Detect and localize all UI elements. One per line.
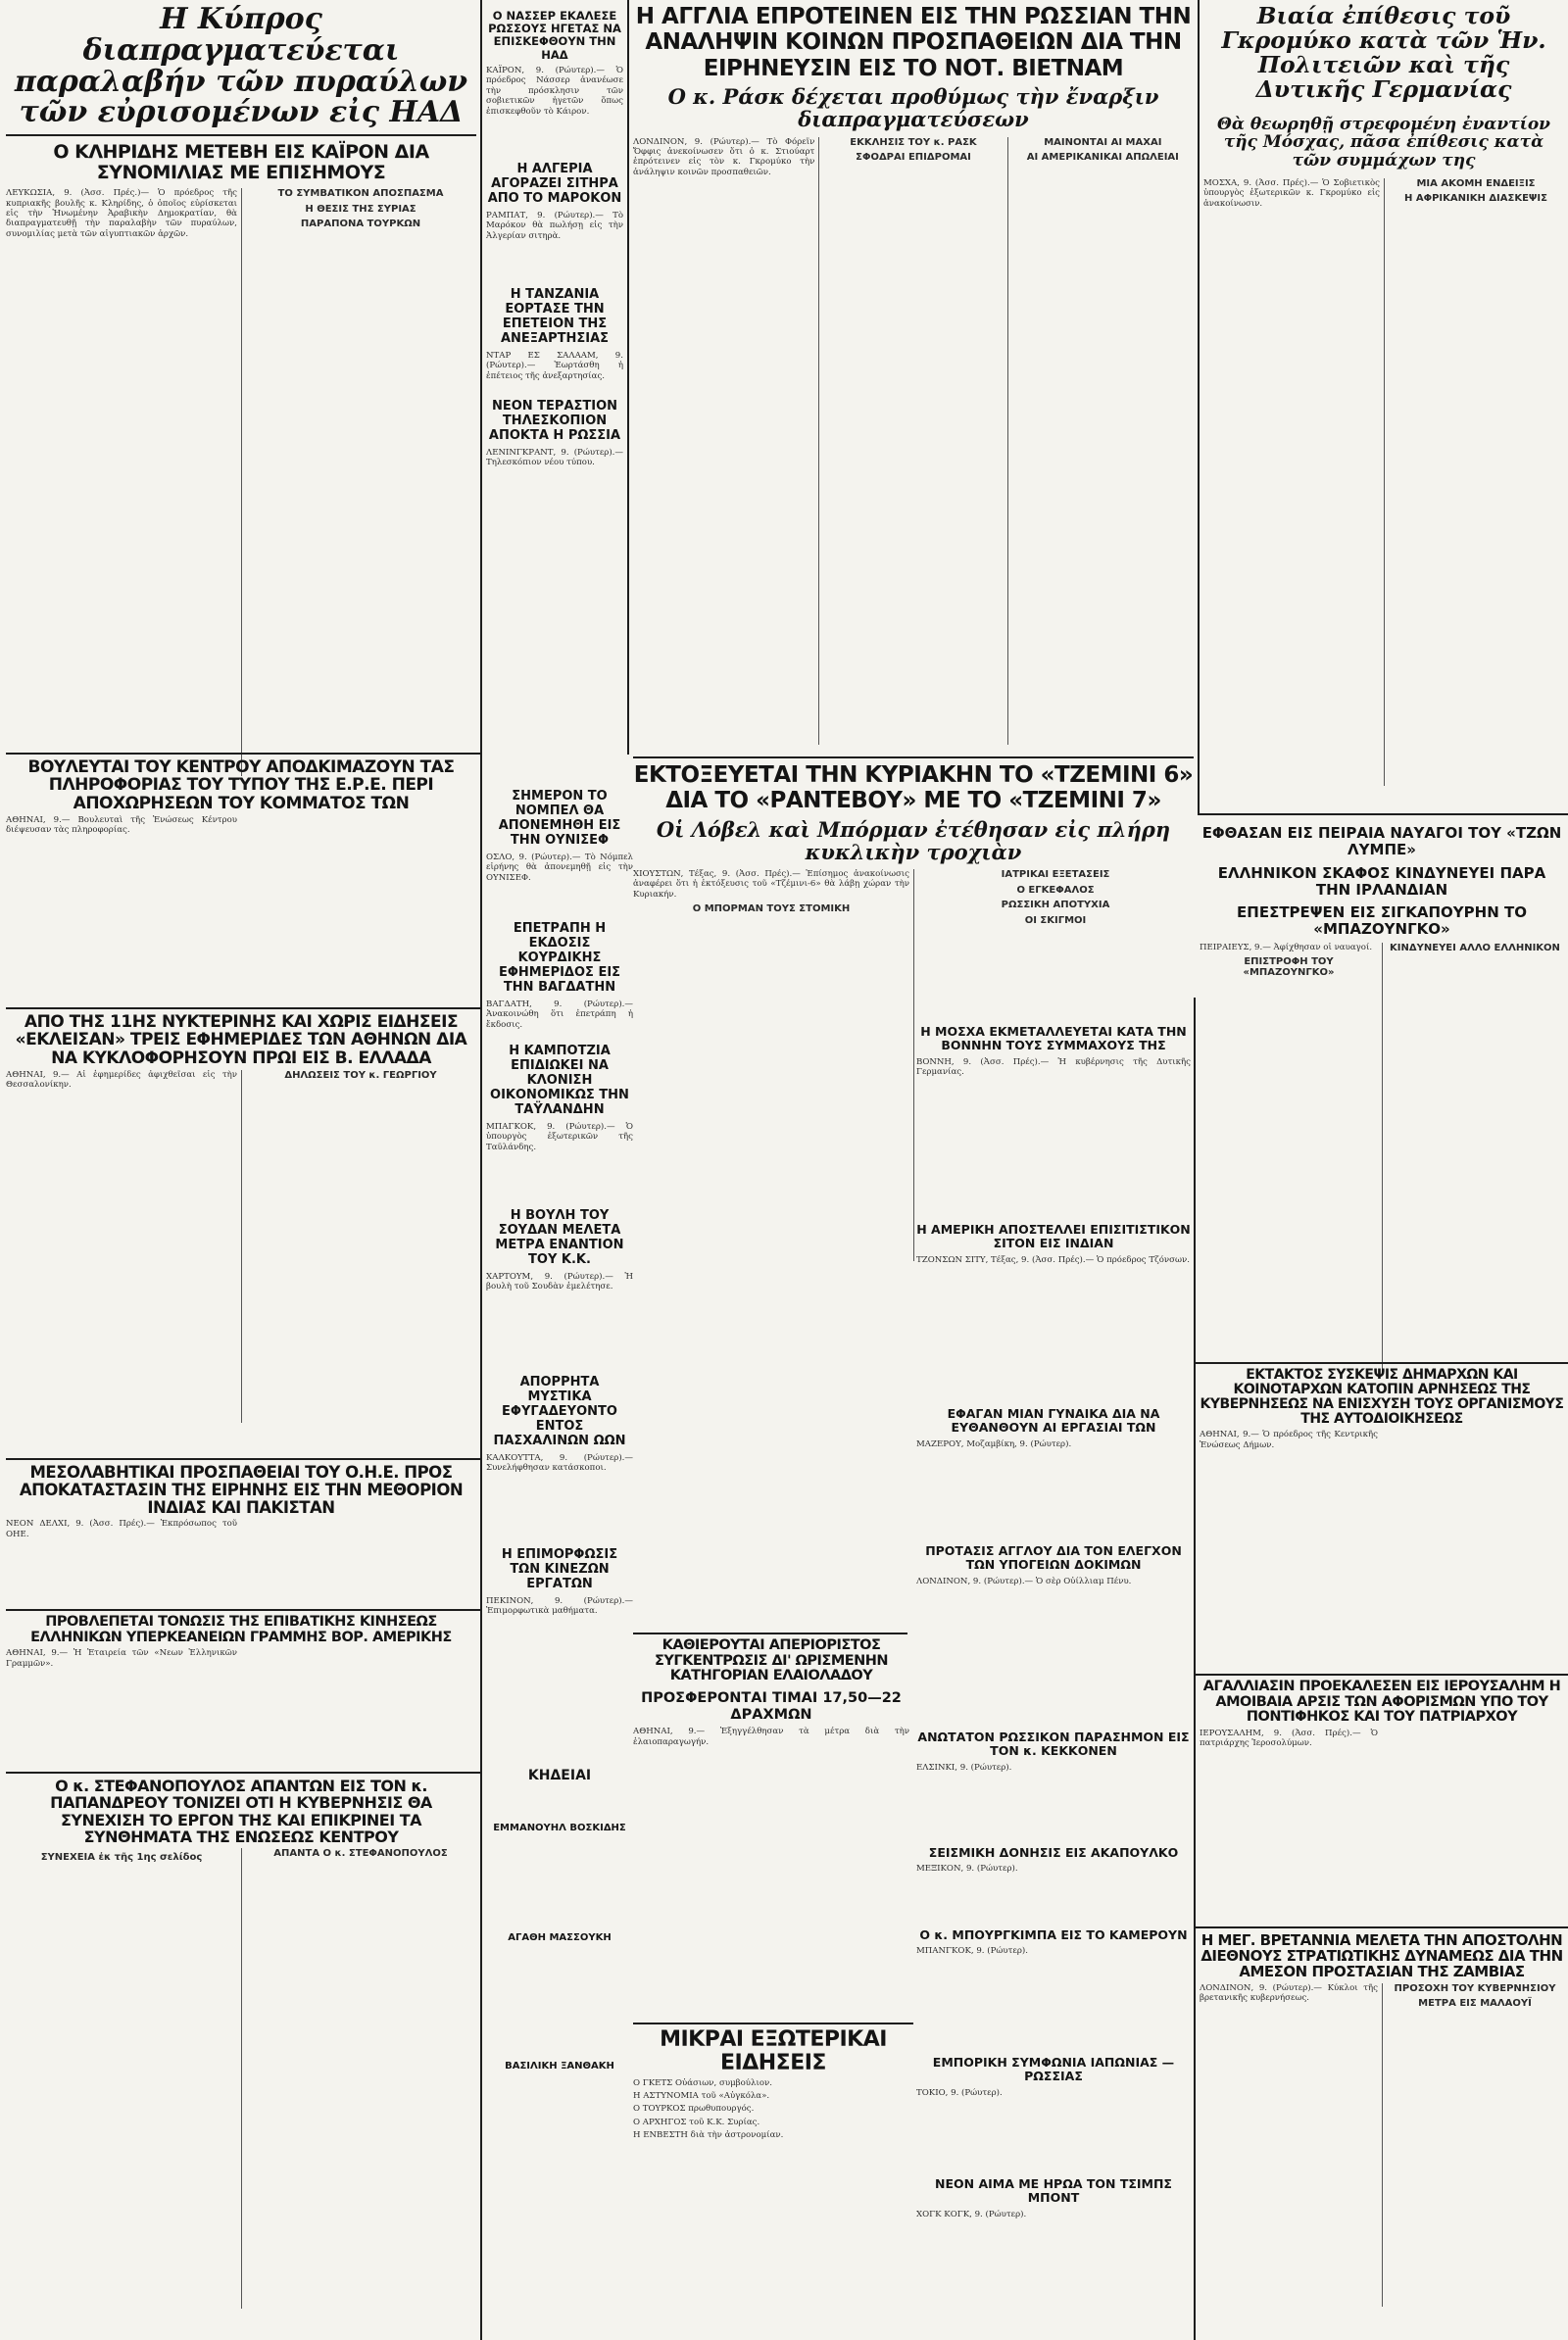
article-patriarch [1200,1680,1564,1925]
article-body [6,1848,476,2309]
divider [1194,1674,1568,1676]
section-heading: ΚΙΝΔΥΝΕΥΕΙ ΑΛΛΟ ΕΛΛΗΝΙΚΟΝ [1390,942,1560,953]
subhead: Θὰ θεωρηθῇ στρεφομένη ἐναντίον τῆς Μόσχας, πᾶσα ἐπίθεσις κατὰ τῶν συμμάχων της [1217,114,1550,171]
headline: Η ΑΓΓΛΙΑ ΕΠΡΟΤΕΙΝΕΝ ΕΙΣ ΤΗΝ ΡΩΣΣΙΑΝ ΤΗΝ ΑΝΑΛΗΨΙΝ ΚΟΙΝΩΝ ΠΡΟΣΠΑΘΕΙΩΝ ΔΙΑ ΤΗΝ ΕΙΡΗΝΕΥΣΙΝ ΕΙΣ ΤΟ ΝΟΤ. ΒΙΕΤΝΑΜ [635,4,1192,81]
column-rule [1198,0,1200,813]
headline: Η ΕΠΙΜΟΡΦΩΣΙΣ ΤΩΝ ΚΙΝΕΖΩΝ ΕΡΓΑΤΩΝ [501,1547,618,1591]
section-heading: ΠΡΟΣΟΧΗ ΤΟΥ ΚΥΒΕΡΝΗΣΙΟΥ [1394,1982,1556,1994]
obituary-name: ΕΜΜΑΝΟΥΗΛ ΒΟΣΚΙΔΗΣ [493,1823,626,1834]
headline: ΕΜΠΟΡΙΚΗ ΣΥΜΦΩΝΙΑ ΙΑΠΩΝΙΑΣ — ΡΩΣΣΙΑΣ [932,2055,1175,2084]
dateline: ΝΕΟΝ ΔΕΛΧΙ, 9. (Ἀσσ. Πρές).— Ἐκπρόσωπος τοῦ ΟΗΕ. [6,1519,237,1539]
brief-item: Ο ΤΟΥΡΚΟΣ πρωθυπουργός. [633,2104,755,2115]
column-rule [1194,998,1196,2340]
dateline: ΛΟΝΔΙΝΟΝ, 9. (Ρώυτερ).— Ὁ σὲρ Οὐίλλιαμ Πένυ. [916,1576,1132,1586]
article-woman [916,1401,1191,1480]
section-heading: ΟΙ ΣΚΙΓΜΟΙ [1024,914,1087,926]
section-heading: Η ΑΦΡΙΚΑΝΙΚΗ ΔΙΑΣΚΕΨΙΣ [1404,193,1547,205]
article-obituaries [486,1762,633,2336]
dateline: ΧΙΟΥΣΤΩΝ, Τέξας, 9. (Ἀσσ. Πρές).— Ἐπίσημος ἀνακοίνωσις ἀναφέρει ὅτι ἡ ἐκτόξευσις τοῦ «Τζέμινι-6» θὰ λάβῃ χώραν τὴν Κυριακήν. [633,869,909,900]
dateline: ΧΑΡΤΟΥΜ, 9. (Ρώυτερ).— Ἡ βουλὴ τοῦ Σουδὰν ἐμελέτησε. [486,1271,633,1292]
article-cyprus [6,4,476,747]
column-rule [480,0,482,2340]
headline: ΜΙΚΡΑΙ ΕΞΩΤΕΡΙΚΑΙ ΕΙΔΗΣΕΙΣ [660,2027,887,2075]
headline: ΣΗΜΕΡΟΝ ΤΟ ΝΟΜΠΕΛ ΘΑ ΑΠΟΝΕΜΗΘΗ ΕΙΣ ΤΗΝ ΟΥΝΙΣΕΦ [498,789,621,848]
article-airlines [6,1615,476,1770]
section-heading: ΕΚΚΛΗΣΙΣ ΤΟΥ κ. ΡΑΣΚ [850,136,977,148]
headline: ΕΚΤΟΞΕΥΕΤΑΙ ΤΗΝ ΚΥΡΙΑΚΗΝ ΤΟ «ΤΖΕΜΙΝΙ 6» ΔΙΑ ΤΟ «ΡΑΝΤΕΒΟΥ» ΜΕ ΤΟ «ΤΖΕΜΙΝΙ 7» [633,762,1194,814]
dateline: ΒΟΝΝΗ, 9. (Ἀσσ. Πρές).— Ἡ κυβέρνησις τῆς Δυτικῆς Γερμανίας. [916,1056,1191,1078]
article-gemini [633,762,1194,1272]
section-heading: ΑΙ ΑΜΕΡΙΚΑΝΙΚΑΙ ΑΠΩΛΕΙΑΙ [1026,152,1179,163]
dateline: ΑΘΗΝΑΙ, 9.— Ἡ Ἑταιρεία τῶν «Νεων Ἑλληνικῶν Γραμμῶν». [6,1648,237,1669]
article-nobel [486,784,633,883]
headline: ΑΠΟΡΡΗΤΑ ΜΥΣΤΙΚΑ ΕΦΥΓΑΔΕΥΟΝΤΟ ΕΝΤΟΣ ΠΑΣΧΑΛΙΝΩΝ ΩΩΝ [493,1375,626,1448]
divider [6,1007,480,1009]
headline: ΝΕΟΝ ΤΕΡΑΣΤΙΟΝ ΤΗΛΕΣΚΟΠΙΟΝ ΑΠΟΚΤΑ Η ΡΩΣΣΙΑ [488,399,621,443]
article-body [1203,178,1564,786]
article-piraeus [1200,819,1564,1358]
article-body [1200,943,1564,1374]
headline: ΚΗΔΕΙΑΙ [527,1768,592,1783]
article-chinese-workers [486,1542,633,1670]
obituary-name: ΑΓΑΘΗ ΜΑΣΣΟΥΚΗ [508,1931,612,1943]
article-sudan [486,1203,633,1297]
dateline: ΚΑΛΚΟΥΤΤΑ, 9. (Ρώυτερ).— Συνελήφθησαν κατάσκοποι. [486,1452,633,1474]
subhead: ΕΛΛΗΝΙΚΟΝ ΣΚΑΦΟΣ ΚΙΝΔΥΝΕΥΕΙ ΠΑΡΑ ΤΗΝ ΙΡΛΑΝΔΙΑΝ [1217,863,1546,899]
headline: ΕΦΑΓΑΝ ΜΙΑΝ ΓΥΝΑΙΚΑ ΔΙΑ ΝΑ ΕΥΘΑΝΘΟΥΝ ΑΙ ΕΡΓΑΣΙΑΙ ΤΩΝ [947,1406,1160,1436]
article-strike [6,1013,476,1456]
headline: Ο κ. ΣΤΕΦΑΝΟΠΟΥΛΟΣ ΑΠΑΝΤΩΝ ΕΙΣ ΤΟΝ κ. ΠΑΠΑΝΔΡΕΟΥ ΤΟΝΙΖΕΙ ΟΤΙ Η ΚΥΒΕΡΝΗΣΙΣ ΘΑ ΣΥΝΕΧΙΣΗ ΤΟ ΕΡΓΟΝ ΤΗΣ ΚΑΙ ΕΠΙΚΡΙΝΕΙ ΤΑ ΣΥΝΘΗΜΑΤΑ ΤΗΣ ΕΝΩΣΕΩΣ ΚΕΝΤΡΟΥ [50,1777,432,1846]
divider [6,753,480,755]
subhead: Ο κ. Ράσκ δέχεται προθύμως τὴν ἔναρξιν διαπραγματεύσεων [667,84,1159,132]
divider [6,1458,480,1460]
headline: Η ΚΑΜΠΟΤΖΙΑ ΕΠΙΔΙΩΚΕΙ ΝΑ ΚΛΟΝΙΣΗ ΟΙΚΟΝΟΜΙΚΩΣ ΤΗΝ ΤΑΫΛΑΝΔΗΝ [490,1044,629,1117]
article-nasser [486,4,623,151]
article-bourguiba [916,1923,1191,1987]
headline: Η ΑΛΓΕΡΙΑ ΑΓΟΡΑΖΕΙ ΣΙΤΗΡΑ ΑΠΟ ΤΟ ΜΑΡΟΚΟΝ [487,162,622,206]
divider [633,2023,913,2024]
subhead: ΠΡΟΣΦΕΡΟΝΤΑΙ ΤΙΜΑΙ 17,50—22 ΔΡΑΧΜΩΝ [641,1689,902,1723]
dateline: ΟΣΛΟ, 9. (Ρώυτερ).— Τὸ Νόμπελ εἰρήνης θὰ ἀπονεμηθῇ εἰς τὴν ΟΥΝΙΣΕΦ. [486,852,633,883]
divider [1194,1362,1568,1364]
article-body [1200,1430,1564,1645]
headline: Ο κ. ΜΠΟΥΡΓΚΙΜΠΑ ΕΙΣ ΤΟ ΚΑΜΕΡΟΥΝ [919,1927,1188,1942]
headline: ΑΝΩΤΑΤΟΝ ΡΩΣΣΙΚΟΝ ΠΑΡΑΣΗΜΟΝ ΕΙΣ ΤΟΝ κ. ΚΕΚΚΟΝΕΝ [917,1730,1190,1759]
section-heading: ΕΠΙΣΤΡΟΦΗ ΤΟΥ «ΜΠΑΖΟΥΝΓΚΟ» [1243,955,1335,979]
subhead: ΕΠΕΣΤΡΕΨΕΝ ΕΙΣ ΣΙΓΚΑΠΟΥΡΗΝ ΤΟ «ΜΠΑΖΟΥΝΓΚΟ» [1237,903,1527,939]
headline: ΑΠΟ ΤΗΣ 11ΗΣ ΝΥΚΤΕΡΙΝΗΣ ΚΑΙ ΧΩΡΙΣ ΕΙΔΗΣΕΙΣ «ΕΚΛΕΙΣΑΝ» ΤΡΕΙΣ ΕΦΗΜΕΡΙΔΕΣ ΤΩΝ ΑΘΗΝΩΝ ΔΙΑ ΝΑ ΚΥΚΛΟΦΟΡΗΣΟΥΝ ΠΡΩΙ ΕΙΣ Β. ΕΛΛΑΔΑ [15,1012,467,1068]
divider [1198,813,1568,815]
article-earthquake [916,1840,1191,1905]
dateline: ΡΑΜΠΑΤ, 9. (Ρώυτερ).— Τὸ Μαρόκον θὰ πωλήσῃ εἰς τὴν Ἀλγερίαν σιτηρὰ. [486,210,623,241]
article-body [633,137,1194,745]
section-heading: Ο ΜΠΟΡΜΑΝ ΤΟΥΣ ΣΤΟΜΙΚΗ [692,903,851,915]
dateline: ΤΟΚΙΟ, 9. (Ρώυτερ). [916,2087,1003,2098]
divider [1194,1926,1568,1928]
dateline: ΜΟΣΧΑ, 9. (Ἀσσ. Πρές).— Ὁ Σοβιετικὸς ὑπουργὸς ἐξωτερικῶν κ. Γκρομύκο εἰς ἀνακοίνωσιν. [1203,177,1380,209]
headline: ΕΦΘΑΣΑΝ ΕΙΣ ΠΕΙΡΑΙΑ ΝΑΥΑΓΟΙ ΤΟΥ «ΤΖΩΝ ΛΥΜΠΕ» [1201,824,1562,859]
article-pasqualini [486,1370,633,1517]
dateline: ΜΑΖΕΡΟΥ, Μοζαμβίκη, 9. (Ρώυτερ). [916,1438,1072,1449]
article-algeria [486,157,623,276]
article-gromyko [1203,4,1564,812]
dateline: ΑΘΗΝΑΙ, 9.— Αἱ ἐφημερίδες ἀφιχθεῖσαι εἰς τὴν Θεσσαλονίκην. [6,1070,237,1091]
article-mayors [1200,1368,1564,1672]
article-uk-russia [633,4,1194,754]
article-moscow-tc [916,1019,1191,1117]
headline: ΕΚΤΑΚΤΟΣ ΣΥΣΚΕΨΙΣ ΔΗΜΑΡΧΩΝ ΚΑΙ ΚΟΙΝΟΤΑΡΧΩΝ ΚΑΤΟΠΙΝ ΑΡΝΗΣΕΩΣ ΤΗΣ ΚΥΒΕΡΝΗΣΕΩΣ ΝΑ ΕΝΙΣΧΥΣΗ ΤΟΥΣ ΟΡΓΑΝΙΣΜΟΥΣ ΤΗΣ ΑΥΤΟΔΙΟΙΚΗΣΕΩΣ [1200,1367,1564,1428]
article-body [6,1648,476,1750]
divider [6,1772,480,1774]
dateline: ΝΤΑΡ ΕΣ ΣΑΛΑΑΜ, 9. (Ρώυτερ).— Ἑωρτάσθη ἡ ἐπέτειος τῆς ἀνεξαρτησίας. [486,350,623,381]
dateline: ΜΕΞΙΚΟΝ, 9. (Ρώυτερ). [916,1864,1018,1875]
section-heading: ΡΩΣΣΙΚΗ ΑΠΟΤΥΧΙΑ [1001,900,1110,911]
headline: ΑΓΑΛΛΙΑΣΙΝ ΠΡΟΕΚΑΛΕΣΕΝ ΕΙΣ ΙΕΡΟΥΣΑΛΗΜ Η ΑΜΟΙΒΑΙΑ ΑΡΣΙΣ ΤΩΝ ΑΦΟΡΙΣΜΩΝ ΥΠΟ ΤΟΥ ΠΟΝΤΙΦΗΚΟΣ ΚΑΙ ΤΟΥ ΠΑΤΡΙΑΡΧΟΥ [1202,1679,1561,1726]
section-heading: ΜΙΑ ΑΚΟΜΗ ΕΝΔΕΙΞΙΣ [1416,177,1536,189]
brief-item: Η ΕΝΒΕΣΤΗ διὰ τὴν ἀστρονομίαν. [633,2130,784,2141]
brief-item: Η ΑΣΤΥΝΟΜΙΑ τοῦ «Αὐγκόλα». [633,2090,770,2101]
article-body [6,1070,476,1423]
article-body [6,815,476,982]
dateline: ΑΘΗΝΑΙ, 9.— Βουλευταὶ τῆς Ἑνώσεως Κέντρου διέψευσαν τὰς πληροφορίας. [6,815,237,836]
headline: ΒΟΥΛΕΥΤΑΙ ΤΟΥ ΚΕΝΤΡΟΥ ΑΠΟΔΚΙΜΑΖΟΥΝ ΤΑΣ ΠΛΗΡΟΦΟΡΙΑΣ ΤΟΥ ΤΥΠΟΥ ΤΗΣ Ε.Ρ.Ε. ΠΕΡΙ ΑΠΟΧΩΡΗΣΕΩΝ ΤΟΥ ΚΟΜΜΑΤΟΣ ΤΩΝ [27,757,455,813]
divider [633,1633,907,1634]
dateline: ΕΛΣΙΝΚΙ, 9. (Ρώυτερ). [916,1762,1012,1773]
headline: ΝΕΟΝ ΑΙΜΑ ΜΕ ΗΡΩΑ ΤΟΝ ΤΣΙΜΠΣ ΜΠΟΝΤ [935,2176,1172,2206]
headline: ΕΠΕΤΡΑΠΗ Η ΕΚΔΟΣΙΣ ΚΟΥΡΔΙΚΗΣ ΕΦΗΜΕΡΙΔΟΣ ΕΙΣ ΤΗΝ ΒΑΓΔΑΤΗΝ [498,921,621,995]
headline: ΠΡΟΤΑΣΙΣ ΑΓΓΛΟΥ ΔΙΑ ΤΟΝ ΕΛΕΓΧΟΝ ΤΩΝ ΥΠΟΓΕΙΩΝ ΔΟΚΙΜΩΝ [925,1543,1182,1573]
headline: Η Κύπρος διαπραγματεύεται παραλαβήν τῶν πυραύλων τῶν εὐρισομένων εἰς ΗΑΔ [14,2,468,130]
divider [6,1609,480,1611]
dateline: ΛΟΝΔΙΝΟΝ, 9. (Ρώυτερ).— Τὸ Φόρεϊν Ὄφφις ἀνεκοίνωσεν ὅτι ὁ κ. Στιούαρτ ἐπρότεινεν εἰς τὸν κ. Γκρομύκο τὴν ἀνάληψιν κοινῶν προσπαθειῶν. [633,136,815,177]
article-olive-oil [633,1638,909,1864]
article-tanzania [486,282,623,390]
divider [6,134,476,136]
article-foreign-briefs [633,2028,913,2336]
article-body [1200,1729,1564,1895]
dateline: ΛΟΝΔΙΝΟΝ, 9. (Ρώυτερ).— Κύκλοι τῆς βρετανικῆς κυβερνήσεως. [1200,1982,1378,2003]
headline: Η ΜΟΣΧΑ ΕΚΜΕΤΑΛΛΕΥΕΤΑΙ ΚΑΤΑ ΤΗΝ ΒΟΝΝΗΝ ΤΟΥΣ ΣΥΜΜΑΧΟΥΣ ΤΗΣ [920,1024,1187,1053]
dateline: ΛΕΥΚΩΣΙΑ, 9. (Ἀσσ. Πρές.)— Ὁ πρόεδρος τῆς κυπριακῆς βουλῆς κ. Κληρίδης, ὁ ὁποῖος εὑρίσκεται εἰς τὴν Ἡνωμένην Ἀραβικὴν Δημοκρατίαν, θὰ διαπραγματευθῇ τὴν παραλαβὴν τῶν πυραύλων, συνομιλίας μετὰ τῶν αἰγυπτιακῶν ἀρχῶν. [6,188,237,239]
divider [633,756,1194,758]
section-heading: ΑΠΑΝΤΑ Ο κ. ΣΤΕΦΑΝΟΠΟΥΛΟΣ [273,1848,448,1860]
section-heading: Η ΘΕΣΙΣ ΤΗΣ ΣΥΡΙΑΣ [305,203,416,215]
article-body [1200,1983,1564,2307]
dateline: ΑΘΗΝΑΙ, 9.— Ὁ πρόεδρος τῆς Κεντρικῆς Ἑνώσεως Δήμων. [1200,1430,1378,1450]
dateline: ΛΕΝΙΝΓΚΡΑΝΤ, 9. (Ρώυτερ).— Τηλεσκόπιον νέου τύπου. [486,447,623,468]
article-uk-proposal [916,1538,1191,1617]
dateline: ΜΠΑΝΓΚΟΚ, 9. (Ρώυτερ). [916,1946,1028,1957]
brief-item: Ο ΑΡΧΗΓΟΣ τοῦ Κ.Κ. Συρίας. [633,2117,760,2127]
headline: Η ΒΟΥΛΗ ΤΟΥ ΣΟΥΔΑΝ ΜΕΛΕΤΑ ΜΕΤΡΑ ΕΝΑΝΤΙΟΝ ΤΟΥ Κ.Κ. [495,1208,624,1267]
article-stefanopoulos [6,1778,476,2336]
subhead: Ο ΚΛΗΡΙΔΗΣ ΜΕΤΕΒΗ ΕΙΣ ΚΑΪΡΟΝ ΔΙΑ ΣΥΝΟΜΙΛΙΑΣ ΜΕ ΕΠΙΣΗΜΟΥΣ [53,141,429,183]
article-body [6,1519,476,1591]
article-usa-india [916,1217,1191,1311]
dateline: ΒΑΓΔΑΤΗ, 9. (Ρώυτερ).— Ἀνακοινώθη ὅτι ἐπετράπη ἡ ἔκδοσις. [486,999,633,1030]
brief-item: Ο ΓΚΕΤΣ Οὐάσιων, συμβούλιον. [633,2077,772,2088]
dateline: ΜΠΑΓΚΟΚ, 9. (Ρώυτερ).— Ὁ ὑπουργὸς ἐξωτερικῶν τῆς Ταϋλάνδης. [486,1121,633,1152]
dateline: ΙΕΡΟΥΣΑΛΗΜ, 9. (Ἀσσ. Πρές).— Ὁ πατριάρχης Ἱεροσολύμων. [1200,1728,1378,1749]
section-heading: Ο ΕΓΚΕΦΑΛΟΣ [1016,884,1095,896]
section-heading: ΤΟ ΣΥΜΒΑΤΙΚΟΝ ΑΠΟΣΠΑΣΜΑ [277,188,444,200]
dateline: ΠΕΙΡΑΙΕΥΣ, 9.— Ἀφίχθησαν οἱ ναυαγοί. [1200,942,1373,952]
section-heading: ΣΦΟΔΡΑΙ ΕΠΙΔΡΟΜΑΙ [856,152,971,163]
headline: Βιαία ἐπίθεσις τοῦ Γκρομύκο κατὰ τῶν Ἡν. Πολιτειῶν καὶ τῆς Δυτικῆς Γερμανίας [1221,2,1546,103]
dateline: ΑΘΗΝΑΙ, 9.— Ἐξηγγέλθησαν τὰ μέτρα διὰ τὴν ἐλαιοπαραγωγήν. [633,1727,909,1747]
section-heading: ΙΑΤΡΙΚΑΙ ΕΞΕΤΑΣΕΙΣ [1001,869,1110,881]
article-zambia [1200,1932,1564,2336]
headline: Η ΑΜΕΡΙΚΗ ΑΠΟΣΤΕΛΛΕΙ ΕΠΙΣΙΤΙΣΤΙΚΟΝ ΣΙΤΟΝ ΕΙΣ ΙΝΔΙΑΝ [916,1222,1191,1251]
section-heading: ΜΕΤΡΑ ΕΙΣ ΜΑΛΑΟΥΪ [1418,1998,1532,2010]
article-censors [6,758,476,1005]
article-japan-russia [916,2050,1191,2128]
headline: Η ΜΕΓ. ΒΡΕΤΑΝΝΙΑ ΜΕΛΕΤΑ ΤΗΝ ΑΠΟΣΤΟΛΗΝ ΔΙΕΘΝΟΥΣ ΣΤΡΑΤΙΩΤΙΚΗΣ ΔΥΝΑΜΕΩΣ ΔΙΑ ΤΗΝ ΑΜΕΣΟΝ ΠΡΟΣΤΑΣΙΑΝ ΤΗΣ ΖΑΜΒΙΑΣ [1200,1931,1563,1981]
article-kekkonen [916,1725,1191,1803]
headline: Η ΤΑΝΖΑΝΙΑ ΕΟΡΤΑΣΕ ΤΗΝ ΕΠΕΤΕΙΟΝ ΤΗΣ ΑΝΕΞΑΡΤΗΣΙΑΣ [500,287,610,346]
headline: Ο ΝΑΣΣΕΡ ΕΚΑΛΕΣΕ ΡΩΣΣΟΥΣ ΗΓΕΤΑΣ ΝΑ ΕΠΙΣΚΕΦΘΟΥΝ ΤΗΝ ΗΑΔ [488,9,621,62]
article-kong [916,2171,1191,2250]
article-body [6,188,476,776]
article-kurdish [486,916,633,1030]
obituary-name: ΒΑΣΙΛΙΚΗ ΞΑΝΘΑΚΗ [505,2061,614,2072]
section-heading: ΠΑΡΑΠΟΝΑ ΤΟΥΡΚΩΝ [300,219,421,230]
article-cambodia [486,1039,633,1152]
section-heading: ΜΑΙΝΟΝΤΑΙ ΑΙ ΜΑΧΑΙ [1044,136,1162,148]
headline: ΜΕΣΟΛΑΒΗΤΙΚΑΙ ΠΡΟΣΠΑΘΕΙΑΙ ΤΟΥ Ο.Η.Ε. ΠΡΟΣ ΑΠΟΚΑΤΑΣΤΑΣΙΝ ΤΗΣ ΕΙΡΗΝΗΣ ΕΙΣ ΤΗΝ ΜΕΘΟΡΙΟΝ ΙΝΔΙΑΣ ΚΑΙ ΠΑΚΙΣΤΑΝ [19,1463,464,1517]
dateline: ΚΑΪΡΟΝ, 9. (Ρώυτερ).— Ὁ πρόεδρος Νάσσερ ἀνανέωσε τὴν πρόσκλησιν τῶν σοβιετικῶν ἡγετῶν ὅπως ἐπισκεφθοῦν τὸ Κάιρον. [486,65,623,117]
dateline: ΤΖΟΝΣΩΝ ΣΙΤΥ, Τέξας, 9. (Ἀσσ. Πρές).— Ὁ πρόεδρος Τζόνσων. [916,1254,1190,1265]
headline: ΠΡΟΒΛΕΠΕΤΑΙ ΤΟΝΩΣΙΣ ΤΗΣ ΕΠΙΒΑΤΙΚΗΣ ΚΙΝΗΣΕΩΣ ΕΛΛΗΝΙΚΩΝ ΥΠΕΡΚΕΑΝΕΙΩΝ ΓΡΑΜΜΗΣ ΒΟΡ. ΑΜΕΡΙΚΗΣ [30,1614,452,1645]
article-telescope [486,394,623,496]
section-heading: ΔΗΛΩΣΕΙΣ ΤΟΥ κ. ΓΕΩΡΓΙΟΥ [284,1070,437,1082]
continued-note: ΣΥΝΕΧΕΙΑ ἐκ τῆς 1ης σελίδος [40,1852,203,1864]
article-un-india [6,1464,476,1607]
column-rule [627,0,629,755]
headline: ΣΕΙΣΜΙΚΗ ΔΟΝΗΣΙΣ ΕΙΣ ΑΚΑΠΟΥΛΚΟ [928,1845,1179,1860]
subhead: Οἱ Λόβελ καὶ Μπόρμαν ἐτέθησαν εἰς πλήρη κυκλικὴν τροχιὰν [656,816,1171,864]
dateline: ΠΕΚΙΝΟΝ, 9. (Ρώυτερ).— Ἐπιμορφωτικὰ μαθήματα. [486,1595,633,1617]
dateline: ΧΟΓΚ ΚΟΓΚ, 9. (Ρώυτερ). [916,2209,1027,2219]
headline: ΚΑΘΙΕΡΟΥΤΑΙ ΑΠΕΡΙΟΡΙΣΤΟΣ ΣΥΓΚΕΝΤΡΩΣΙΣ ΔΙ' ΩΡΙΣΜΕΝΗΝ ΚΑΤΗΓΟΡΙΑΝ ΕΛΑΙΟΛΑΔΟΥ [654,1637,889,1684]
